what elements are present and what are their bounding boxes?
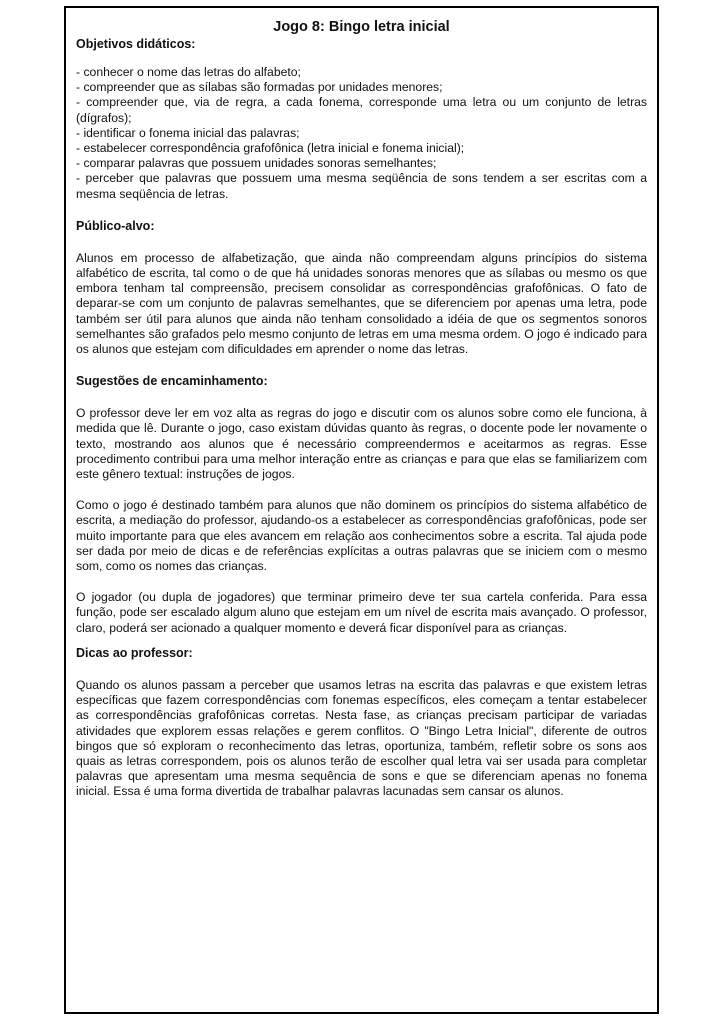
sugestoes-paragraph: Como o jogo é destinado também para alunos que não dominem os princípios do sistema alfabético de escrita, a mediação do professor, ajudando-os a estabelecer as correspondências grafofônicas, pode ser muito importante para que eles avancem em relação aos conhecimentos sobre a escrita. Tal ajuda pode ser dada por meio de dicas e de referências explícitas a outras palavras que se iniciem com o mesmo som, como os nomes das crianças. (76, 498, 647, 574)
list-item: - estabelecer correspondência grafofônica (letra inicial e fonema inicial); (76, 141, 465, 156)
sugestoes-heading: Sugestões de encaminhamento: (76, 374, 268, 389)
sugestoes-paragraph: O professor deve ler em voz alta as regras do jogo e discutir com os alunos sobre como ele funciona, à medida que lê. Durante o jogo, caso existam dúvidas quanto às regras, o docente pode ler novamente o texto, mostrando aos alunos que é necessário compreendermos e aceitarmos as regras. Esse procedimento contribui para uma melhor interação entre as crianças e para que elas se familiarizem com este gênero textual: instruções de jogos. (76, 406, 647, 482)
document-frame (64, 6, 659, 1014)
page-title: Jogo 8: Bingo letra inicial (273, 19, 450, 35)
objetivos-list (76, 65, 647, 202)
list-item: - comparar palavras que possuem unidades sonoras semelhantes; (76, 156, 437, 171)
list-item: - compreender que, via de regra, a cada fonema, corresponde uma letra ou um conjunto de letras (dígrafos); (76, 95, 647, 125)
objetivos-heading: Objetivos didáticos: (76, 37, 196, 51)
publico-text: Alunos em processo de alfabetização, que ainda não compreendam alguns princípios do sistema alfabético de escrita, tal como o de que há unidades sonoras menores que as sílabas ou mesmo os que embora tenham tal compreensão, precisem consolidar as correspondências grafofônicas. O fato de deparar-se com um conjunto de palavras semelhantes, que se diferenciem por apenas uma letra, pode também ser útil para alunos que ainda não tenham consolidado a idéia de que os segmentos sonoros semelhantes são grafados pelo mesmo conjunto de letras em uma mesma ordem. O jogo é indicado para os alunos que estejam com dificuldades em aprender o nome das letras. (76, 250, 647, 357)
list-item: - identificar o fonema inicial das palavras; (76, 125, 300, 140)
list-item: - perceber que palavras que possuem uma mesma seqüência de sons tendem a ser escritas com a mesma seqüência de letras. (76, 171, 647, 201)
dicas-text: Quando os alunos passam a perceber que usamos letras na escrita das palavras e que existem letras específicas que fazem correspondências com fonemas específicos, eles começam a tentar estabelecer as correspondências grafofônicas corretas. Nesta fase, as crianças precisam participar de variadas atividades que explorem essas relações e gerem conflitos. O "Bingo Letra Inicial", diferente de outros bingos que só exploram o reconhecimento das letras, oportuniza, também, refletir sobre os sons aos quais as letras correspondem, pois os alunos terão de escolher qual letra vai ser usada para completar palavras que apresentam uma mesma sequência de sons e que se diferenciam apenas no fonema inicial. Essa é uma forma divertida de trabalhar palavras lacunadas sem cansar os alunos. (76, 677, 647, 799)
list-item: - conhecer o nome das letras do alfabeto; (76, 65, 301, 79)
publico-heading: Público-alvo: (76, 218, 155, 233)
dicas-heading: Dicas ao professor: (76, 645, 193, 660)
sugestoes-paragraph: O jogador (ou dupla de jogadores) que terminar primeiro deve ter sua cartela conferida. Para essa função, pode ser escalado algum aluno que estejam em um nível de escrita mais avançado. O professor, claro, poderá ser acionado a qualquer momento e deverá ficar disponível para as crianças. (76, 590, 647, 635)
list-item: - compreender que as sílabas são formadas por unidades menores; (76, 80, 443, 95)
